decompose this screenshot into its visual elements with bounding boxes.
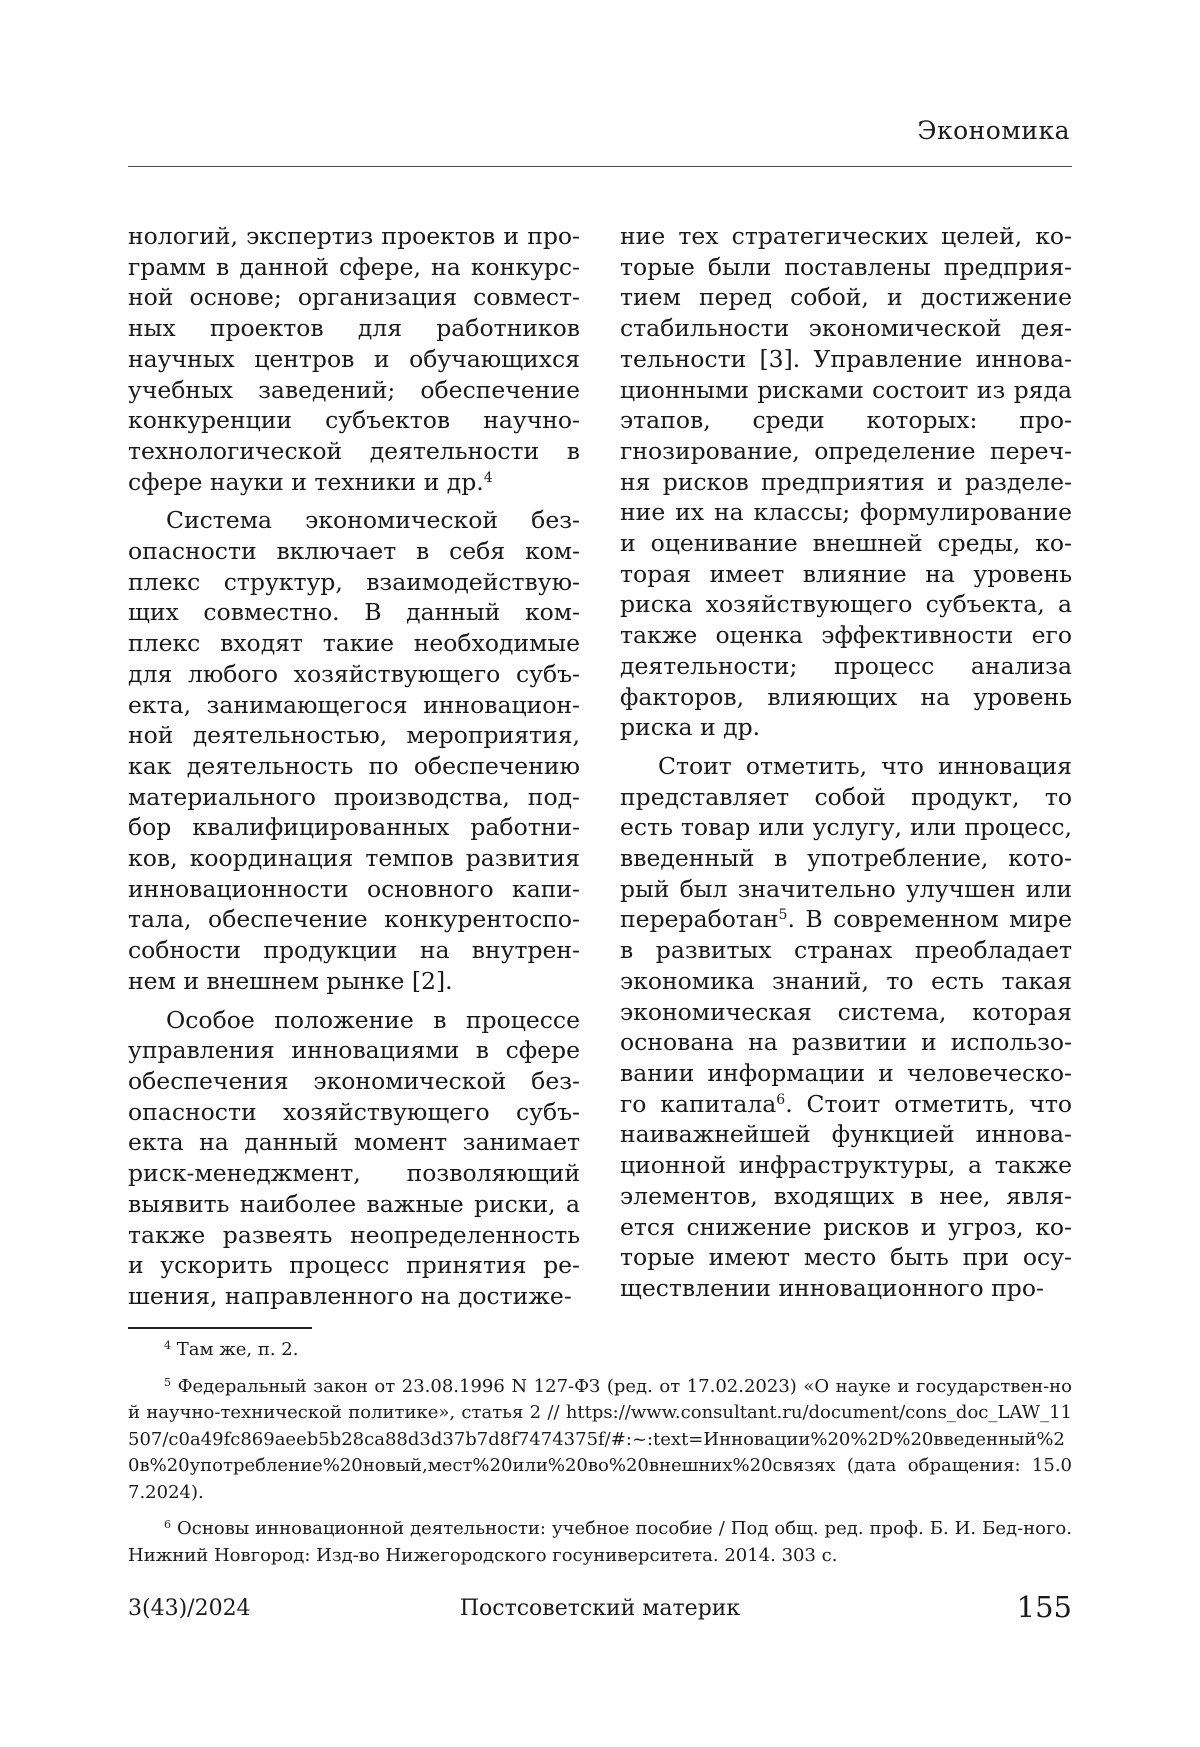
footnote-number: 5 — [164, 1375, 171, 1389]
left-column — [128, 221, 580, 1320]
footnote-text[interactable]: Федеральный закон от 23.08.1996 N 127-ФЗ (ред. от 17.02.2023) «О науке и государствен-ной научно-технической политике», статья 2 // https://www.consultant.ru/document/cons_doc_LAW_11507/c0a49fc869aeeb5b28ca88d3d37b7d8f7474375f/#:~:text=Инновации%20%2D%20введенный%20в%20употребление%20новый,мест%20или%20во%20внешних%20связях (дата обращения: 15.07.2024). — [128, 1375, 1072, 1503]
footnote-number: 6 — [164, 1518, 171, 1531]
footnote-4 — [128, 1337, 1072, 1364]
right-paragraph-2-text-b: . В современном мире в развитых странах преобладает экономика знаний, то есть такая экономическая система, которая основана на развитии и использо-вании информации и человеческо-го капитала — [620, 905, 1072, 1118]
left-paragraph-1 — [128, 221, 580, 497]
footnote-6 — [128, 1516, 1072, 1569]
right-paragraph-2 — [620, 751, 1072, 1304]
footnote-ref-4[interactable]: 4 — [483, 469, 493, 486]
footnote-ref-5[interactable]: 5 — [778, 907, 788, 924]
left-paragraph-2: Система экономической без-опасности включает в себя ком-плекс структур, взаимодействую-щих совместно. В данный ком-плекс входят такие необходимые для любого хозяйствующего субъ-екта, занимающегося инновацион-ной деятельностью, мероприятия, как деятельность по обеспечению материального производства, под-бор квалифицированных работни-ков, координация темпов развития инновационности основного капи-тала, обеспечение конкурентоспо-собности продукции на внутрен-нем и внешнем рынке [2]. — [128, 506, 580, 995]
header-rule — [128, 166, 1072, 167]
running-header-section: Экономика — [917, 116, 1070, 145]
footnotes — [128, 1337, 1072, 1579]
footnote-rule — [128, 1327, 312, 1329]
journal-title: Постсоветский материк — [459, 1596, 741, 1621]
page-footer — [128, 1590, 1072, 1630]
issue-number: 3(43)/2024 — [128, 1596, 251, 1621]
right-paragraph-1: ние тех стратегических целей, ко-торые были поставлены предприя-тием перед собой, и достижение стабильности экономической дея-тельности [3]. Управление иннова-ционными рисками состоит из ряда этапов, среди которых: про-гнозирование, определение переч-ня рисков предприятия и разделе-ние их на классы; формулирование и оценивание внешней среды, ко-торая имеет влияние на уровень риска хозяйствующего субъекта, а также оценка эффективности его деятельности; процесс анализа факторов, влияющих на уровень риска и др. — [620, 222, 1072, 742]
footnote-text: Основы инновационной деятельности: учебное пособие / Под общ. ред. проф. Б. И. Бед-ного. Нижний Новгород: Изд-во Нижегородского госуниверситета. 2014. 303 с. — [128, 1518, 1072, 1566]
left-paragraph-1-text: нологий, экспертиз проектов и про-грамм в данной сфере, на конкурс-ной основе; организация совмест-ных проектов для работников научных центров и обучающихся учебных заведений; обеспечение конкуренции субъектов научно-технологической деятельности в сфере науки и техники и др. — [128, 222, 580, 496]
right-paragraph-2-text-a: Стоит отметить, что инновация представляет собой продукт, то есть товар или услугу, или процесс, введенный в употребление, кото-рый был значительно улучшен или переработан — [620, 751, 1072, 934]
right-column — [620, 221, 1072, 1312]
footnote-number: 4 — [164, 1339, 171, 1352]
right-paragraph-2-text-c: . Стоит отметить, что наиважнейшей функцией иннова-ционной инфраструктуры, а также элементов, входящих в нее, явля-ется снижение рисков и угроз, ко-торые имеют место быть при осу-ществлении инновационного про- — [620, 1089, 1073, 1302]
footnote-5 — [128, 1374, 1072, 1507]
page-number: 155 — [1016, 1590, 1072, 1624]
left-paragraph-3: Особое положение в процессе управления инновациями в сфере обеспечения экономической без-опасности хозяйствующего субъ-екта на данный момент занимает риск-менеджмент, позволяющий выявить наиболее важные риски, а также развеять неопределенность и ускорить процесс принятия ре-шения, направленного на достиже- — [128, 1005, 580, 1310]
footnote-text: Там же, п. 2. — [176, 1339, 299, 1360]
footnote-ref-6[interactable]: 6 — [776, 1091, 786, 1108]
